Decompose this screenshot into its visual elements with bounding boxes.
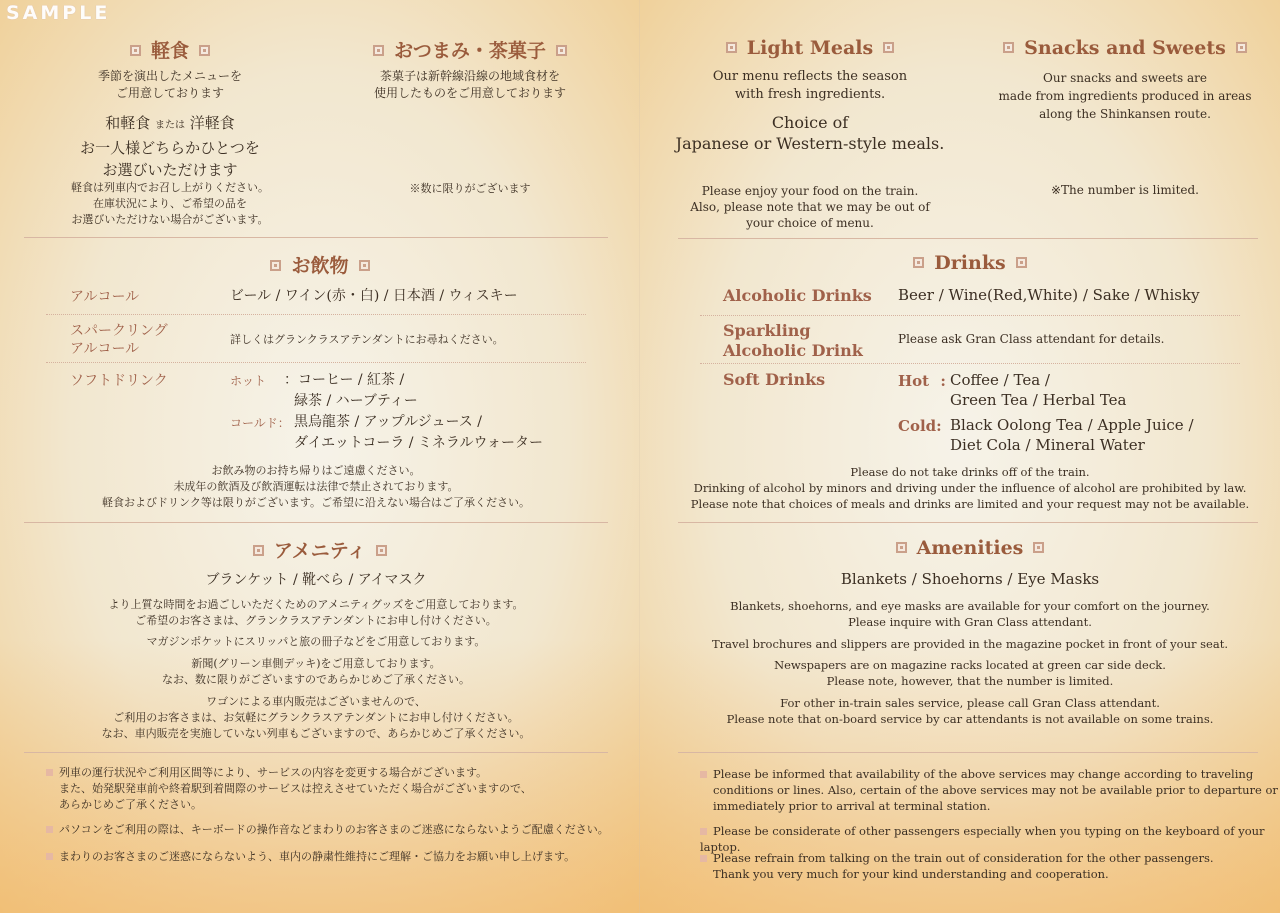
amenities-p3-en [670,657,1270,689]
text-line: お飲み物のお持ち帰りはご遠慮ください。 [211,464,421,477]
amenities-p3-jp [24,656,608,688]
text-line: お選びいただけます [102,161,238,179]
text-line: あらかじめご了承ください。 [59,798,202,811]
amenities-p2-jp: マガジンポケットにスリッパと旅の冊子などをご用意しております。 [146,635,486,648]
text-line: Newspapers are on magazine racks located at green car side deck. [774,658,1166,672]
text-line: Sparkling [723,321,811,340]
divider [678,522,1258,523]
drinks-notes-en [670,464,1270,512]
text-line: スパークリング [70,323,168,339]
text-line: Green Tea / Herbal Tea [950,391,1127,409]
text-line: 使用したものをご用意しております [373,86,566,100]
alcohol-items-en: Beer / Wine(Red,White) / Sake / Whisky [898,286,1200,304]
text-line: Black Oolong Tea / Apple Juice / [950,416,1194,434]
footer-bullet-en [700,850,1214,882]
section-title: Drinks [934,252,1006,274]
text-line: Please inquire with Gran Class attendant. [848,615,1092,629]
bullet-square-icon [46,853,53,860]
text-line: まわりのお客さまのご迷惑にならないよう、車内の静粛性維持にご理解・ご協力をお願い申し上げます。 [59,850,576,863]
bullet-square-icon [700,855,707,862]
text-line: Also, please note that we may be out of [690,200,930,214]
text-line: Please be considerate of other passengers especially when you typing on the keyboard of your laptop. [700,824,1265,854]
text-line: お一人様どちらかひとつを [80,139,260,157]
text-line: Choice of [771,113,849,132]
text-line: なお、数に限りがございますのであらかじめご了承ください。 [162,673,470,686]
amenities-p1-en [670,598,1270,630]
choice-japanese: 和軽食 [105,114,151,132]
text-line: For other in-train sales service, please call Gran Class attendant. [780,696,1160,710]
text-line: Alcoholic Drink [723,341,863,360]
sample-watermark: SAMPLE [6,2,111,24]
text-line: Drinking of alcohol by minors and driving under the influence of alcohol are prohibited by law. [693,481,1247,495]
light-meals-choice-jp [40,112,300,181]
sparkling-label-jp [70,322,168,358]
text-line: Please note that on-board service by car attendants is not available on some trains. [726,712,1214,726]
ornament-icon [1033,542,1044,553]
section-title: Light Meals [746,37,874,59]
section-title: 軽食 [150,40,189,62]
text-line: パソコンをご利用の際は、キーボードの操作音などまわりのお客さまのご迷惑にならないようご配慮ください。 [59,823,609,836]
amenities-p4-jp [24,694,608,742]
drinks-heading-jp [150,251,490,278]
cold-label-jp: コールド： [230,416,290,430]
footer-bullet-jp [46,849,575,865]
ornament-icon [199,45,210,56]
ornament-icon [1236,42,1247,53]
dotted-divider [700,315,1240,316]
light-meals-intro-jp [40,68,300,102]
text-line: ワゴンによる車内販売はございませんので、 [206,695,426,708]
text-line: conditions or lines. Also, certain of the above services may not be available prior to departure or [713,783,1278,797]
light-meals-note-en [670,183,950,231]
text-line: 軽食およびドリンク等は限りがございます。ご希望に沿えない場合はご了承ください。 [102,496,530,509]
light-meals-heading-en [670,37,950,59]
alcohol-label-jp: アルコール [70,289,140,305]
soft-drinks-label-en: Soft Drinks [723,370,826,389]
sparkling-text-jp: 詳しくはグランクラスアテンダントにお尋ねください。 [230,333,504,346]
english-page [640,0,1280,913]
ornament-icon [1016,257,1027,268]
text-line: Diet Cola / Mineral Water [950,436,1145,454]
ornament-icon [359,260,370,271]
ornament-icon [913,257,924,268]
light-meals-note-jp [30,180,310,228]
hot-items-jp [284,370,418,412]
section-title: お飲物 [291,255,349,277]
amenities-heading-jp [150,536,490,563]
text-line: 列車の運行状況やご利用区間等により、サービスの内容を変更する場合がございます。 [59,766,488,779]
snacks-intro-jp [340,68,600,102]
text-line: なお、車内販売を実施していない列車もございますので、あらかじめご了承ください。 [101,727,531,740]
cold-items-jp [294,412,543,454]
cold-items-en [950,415,1194,455]
section-title: アメニティ [273,540,367,562]
alcohol-label-en: Alcoholic Drinks [723,286,872,305]
ornament-icon [373,45,384,56]
ornament-icon [726,42,737,53]
snacks-limited-jp: ※数に限りがございます [409,182,531,195]
amenities-items-en: Blankets / Shoehorns / Eye Masks [840,570,1100,588]
ornament-icon [270,260,281,271]
divider [24,522,608,523]
text-line: Blankets, shoehorns, and eye masks are available for your comfort on the journey. [730,599,1210,613]
dotted-divider [700,363,1240,364]
footer-bullet-jp [46,822,609,838]
soft-drinks-label-jp: ソフトドリンク [70,373,168,389]
dotted-divider [46,314,586,315]
text-line: 緑茶 / ハーブティー [294,393,418,409]
amenities-p1-jp [24,597,608,629]
text-line: with fresh ingredients. [734,87,886,102]
text-line: Coffee / Tea / [950,371,1050,389]
text-line: ご利用のお客さまは、お気軽にグランクラスアテンダントにお申し付けください。 [113,711,519,724]
hot-label-text: Hot [898,372,930,390]
amenities-heading-en [820,537,1120,559]
drinks-notes-jp [24,463,608,511]
divider [24,237,608,238]
text-line: immediately prior to arrival at terminal station. [713,799,991,813]
colon: : [940,372,946,390]
divider [678,752,1258,753]
section-title: Amenities [916,537,1024,559]
ornament-icon [896,542,907,553]
text-line: made from ingredients produced in areas [998,89,1252,103]
ornament-icon [253,545,264,556]
text-line: また、始発駅発車前や終着駅到着間際のサービスは控えさせていただく場合がございますので、 [59,782,532,795]
text-line: 季節を演出したメニューを [97,69,242,83]
bullet-square-icon [46,769,53,776]
text-line: Please note, however, that the number is limited. [826,674,1114,688]
snacks-heading-en [980,37,1270,59]
text-line: より上質な時間をお過ごしいただくためのアメニティグッズをご用意しております。 [108,598,524,611]
ornament-icon [556,45,567,56]
footer-bullet-jp [46,765,532,813]
text-line: 未成年の飲酒及び飲酒運転は法律で禁止されております。 [173,480,459,493]
text-line: 在庫状況により、ご希望の品を [93,197,247,210]
text-line: 新聞(グリーン車側デッキ)をご用意しております。 [191,657,441,670]
ornament-icon [376,545,387,556]
text-line: 茶菓子は新幹線沿線の地域食材を [379,69,560,83]
text-line: Our snacks and sweets are [1043,71,1207,85]
drinks-heading-en [820,252,1120,274]
choice-western: 洋軽食 [189,114,235,132]
text-line: 軽食は列車内でお召し上がりください。 [71,181,269,194]
text-line: ：コーヒー / 紅茶 / [284,372,405,388]
dotted-divider [46,362,586,363]
text-line: Please do not take drinks off of the train. [850,465,1090,479]
hot-label-en [898,372,946,390]
text-line: アルコール [70,341,140,357]
snacks-heading-jp [340,36,600,63]
amenities-items-jp: ブランケット / 靴べら / アイマスク [205,572,427,588]
cold-label-text: Cold [898,417,937,435]
colon: : [936,417,942,435]
cold-label-en [898,417,942,435]
ornament-icon [883,42,894,53]
divider [678,238,1258,239]
bullet-square-icon [700,771,707,778]
light-meals-choice-en [650,112,970,154]
bullet-square-icon [700,828,707,835]
light-meals-heading-jp [40,36,300,63]
text-line: お選びいただけない場合がございます。 [71,213,269,226]
amenities-p2-en: Travel brochures and slippers are provided in the magazine pocket in front of your seat. [712,637,1228,651]
amenities-p4-en [670,695,1270,727]
text-line: ご用意しております [115,86,224,100]
section-title: Snacks and Sweets [1024,37,1226,59]
text-line: along the Shinkansen route. [1039,107,1211,121]
alcohol-items-jp: ビール / ワイン(赤・白) / 日本酒 / ウィスキー [230,288,518,304]
hot-items-en [950,370,1126,410]
text-line: 黒烏龍茶 / アップルジュース / [294,414,482,430]
text-line: Japanese or Western-style meals. [675,134,945,153]
text-line: Our menu reflects the season [712,69,908,84]
sparkling-text-en: Please ask Gran Class attendant for details. [898,332,1165,346]
text-line: ダイエットコーラ / ミネラルウォーター [294,435,543,451]
sparkling-label-en [723,321,863,361]
snacks-intro-en [980,69,1270,123]
text-line: ご希望のお客さまは、グランクラスアテンダントにお申し付けください。 [135,614,497,627]
text-line: Thank you very much for your kind understanding and cooperation. [713,867,1109,881]
text-line: Please refrain from talking on the train out of consideration for the other passengers. [713,851,1214,865]
ornament-icon [1003,42,1014,53]
text-line: your choice of menu. [746,216,874,230]
ornament-icon [130,45,141,56]
snacks-limited-en: ※The number is limited. [1051,183,1199,197]
divider [24,752,608,753]
section-title: おつまみ・茶菓子 [394,40,546,62]
text-line: Please be informed that availability of the above services may change according to traveling [713,767,1254,781]
footer-bullet-en [700,766,1278,814]
hot-label-jp: ホット [230,374,267,388]
bullet-square-icon [46,826,53,833]
text-line: Please enjoy your food on the train. [701,184,919,198]
text-line: Please note that choices of meals and drinks are limited and your request may not be available. [690,497,1250,511]
choice-or: または [155,120,185,131]
light-meals-intro-en [670,68,950,104]
